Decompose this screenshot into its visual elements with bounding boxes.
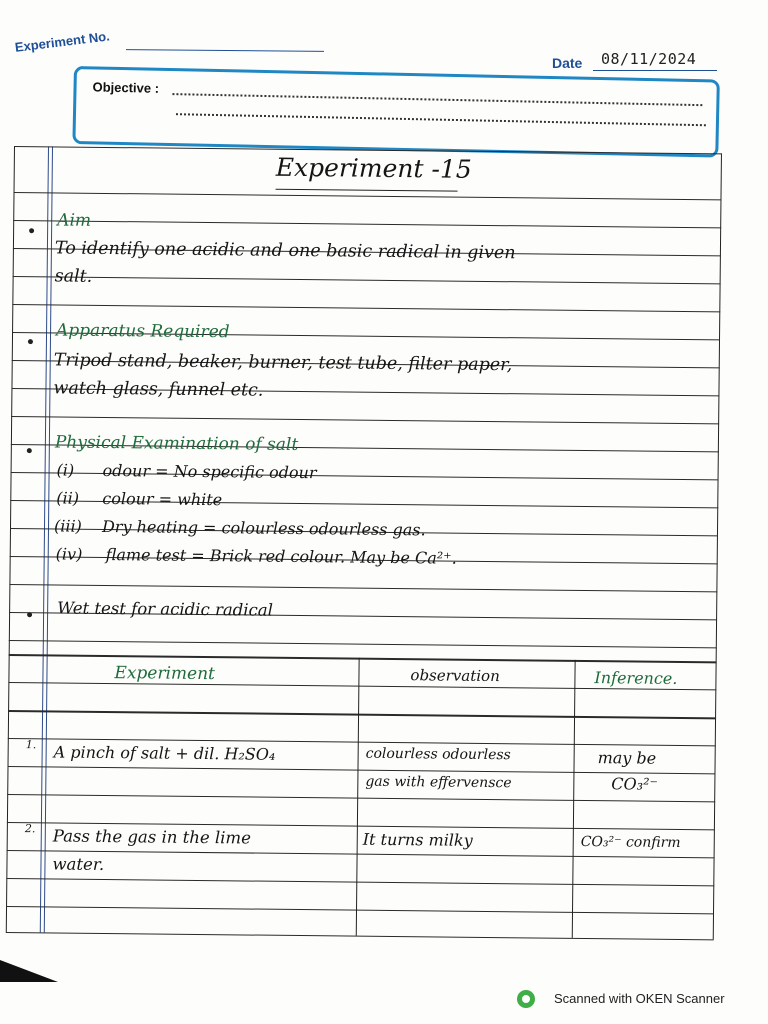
experiment-no-label: Experiment No.	[14, 28, 111, 55]
table-header-inference: Inference.	[594, 668, 678, 688]
bullet	[28, 339, 33, 344]
rule-line	[7, 794, 715, 802]
margin-line	[44, 146, 53, 932]
list-item: Dry heating = colourless odourless gas.	[101, 516, 426, 540]
list-item-number: (ii)	[56, 488, 80, 508]
bullet	[29, 228, 34, 233]
table-cell-observation: gas with effervensce	[365, 773, 512, 792]
rule-line	[9, 640, 717, 648]
table-header-experiment: Experiment	[114, 663, 216, 685]
page-border-right	[713, 153, 722, 939]
page-corner-shadow	[0, 960, 58, 982]
table-cell-observation: colourless odourless	[365, 745, 511, 764]
rule-line	[6, 932, 714, 940]
page-border-left	[6, 146, 15, 932]
table-cell-inference: CO₃²⁻ confirm	[580, 833, 681, 852]
rule-line	[13, 220, 721, 228]
rule-line	[11, 416, 719, 424]
list-item: odour = No specific odour	[102, 460, 317, 483]
list-item: flame test = Brick red colour. May be Ca²⁺.	[105, 544, 457, 568]
objective-box	[72, 66, 719, 158]
date-line	[593, 70, 717, 71]
list-item: colour = white	[102, 488, 223, 510]
table-cell-inference: may be	[597, 748, 657, 768]
table-cell-experiment: A pinch of salt + dil. H₂SO₄	[53, 742, 276, 764]
objective-dotted-line	[172, 93, 702, 106]
date-label: Date	[552, 55, 583, 71]
table-cell-experiment: Pass the gas in the lime	[52, 826, 252, 848]
table-cell-experiment: water.	[52, 854, 105, 874]
table-column-divider	[356, 658, 360, 936]
table-cell-inference: CO₃²⁻	[611, 774, 659, 794]
aim-line: To identify one acidic and one basic radical in given	[54, 238, 516, 264]
list-item-number: (iii)	[53, 516, 82, 536]
table-header-line	[8, 710, 716, 719]
row-number: 1.	[25, 738, 37, 752]
bullet	[27, 448, 32, 453]
list-item-number: (iv)	[55, 544, 83, 564]
rule-line	[6, 906, 714, 914]
scanner-watermark: Scanned with OKEN Scanner	[554, 991, 725, 1006]
experiment-no-line	[126, 49, 324, 52]
aim-line: salt.	[54, 266, 93, 287]
scanner-logo-icon	[517, 990, 535, 1008]
rule-line	[6, 878, 714, 886]
physical-exam-heading: Physical Examination of salt	[54, 432, 299, 455]
objective-dotted-line	[176, 113, 706, 126]
date-value: 08/11/2024	[601, 50, 697, 68]
title-underline	[276, 189, 458, 192]
table-header-observation: observation	[410, 666, 500, 686]
table-column-divider	[572, 660, 576, 938]
apparatus-heading: Apparatus Required	[55, 320, 230, 343]
apparatus-line: watch glass, funnel etc.	[53, 378, 264, 401]
apparatus-line: Tripod stand, beaker, burner, test tube, filter paper,	[53, 350, 513, 376]
rule-line	[13, 276, 721, 284]
ruled-area	[6, 146, 722, 939]
wet-test-heading: Wet test for acidic radical	[57, 598, 274, 620]
bullet	[27, 612, 32, 617]
rule-line	[9, 584, 717, 592]
page-title: Experiment -15	[275, 152, 472, 184]
table-cell-observation: It turns milky	[362, 829, 473, 850]
rule-line	[12, 304, 720, 312]
rule-line	[7, 850, 715, 858]
objective-label: Objective :	[92, 79, 160, 96]
table-top-line	[9, 654, 717, 663]
row-number: 2.	[24, 822, 36, 836]
aim-heading: Aim	[57, 210, 92, 231]
list-item-number: (i)	[56, 460, 75, 480]
rule-line	[14, 192, 722, 200]
